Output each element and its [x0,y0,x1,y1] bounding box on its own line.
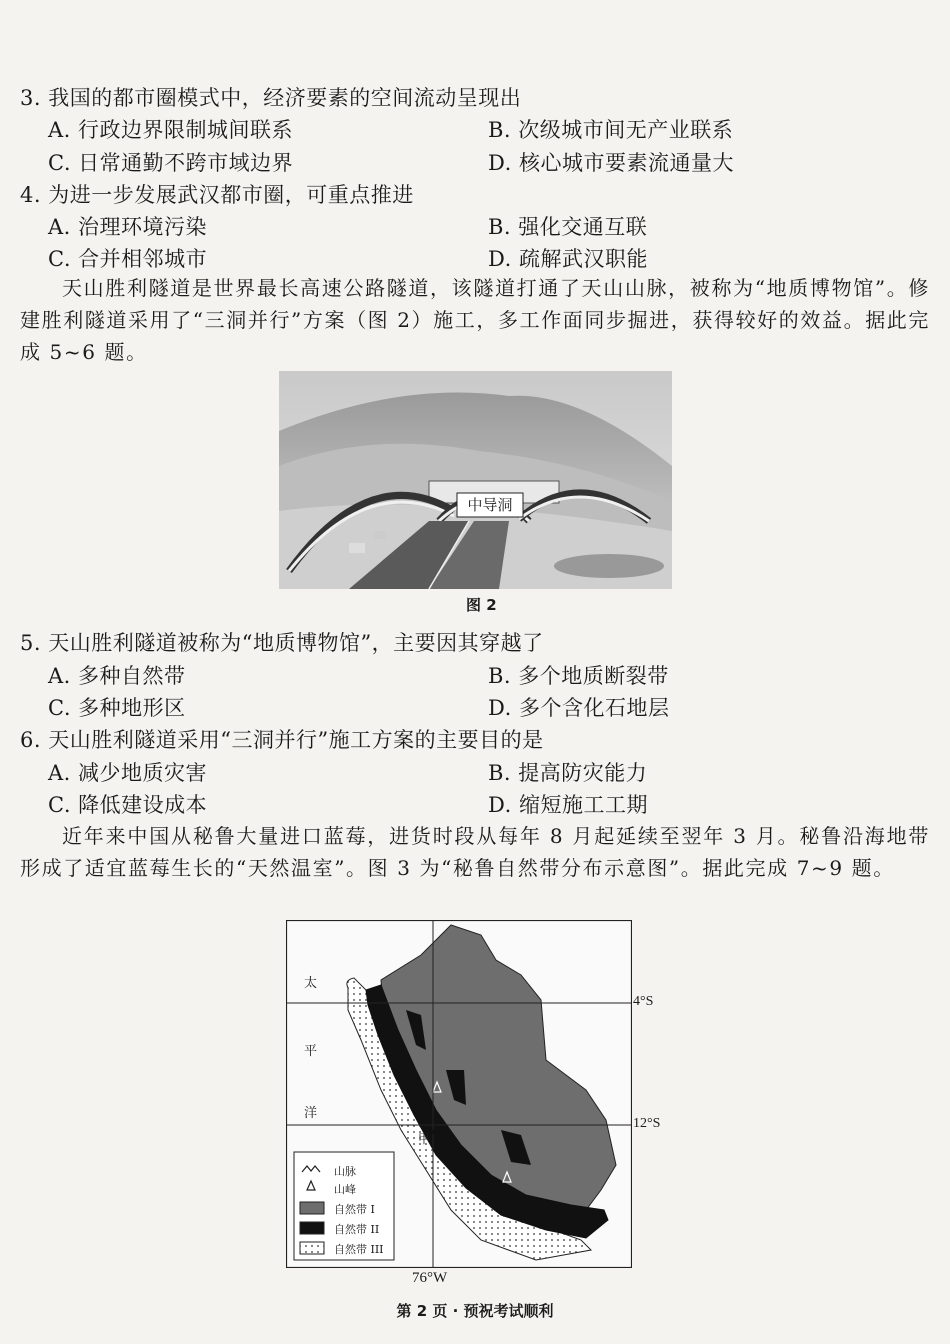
q5-option-b: B. 多个地质断裂带 [488,664,669,688]
legend-peak-label: 山峰 [334,1183,356,1196]
peru-natural-zones-map [286,920,661,1268]
middle-pilot-tunnel-label: 中导洞 [467,496,513,514]
q5-option-d: D. 多个含化石地层 [488,696,670,720]
page-footer: 第 2 页 · 预祝考试顺利 [396,1302,554,1320]
q3-option-b: B. 次级城市间无产业联系 [488,118,734,142]
legend-zone2-label: 自然带 II [334,1223,380,1236]
ocean-label-yang: 洋 [304,1106,318,1121]
passage-peru-blueberry: 近年来中国从秘鲁大量进口蓝莓，进货时段从每年 8 月起延续至翌年 3 月。秘鲁沿海地带形成了适宜蓝莓生长的“天然温室”。图 3 为“秘鲁自然带分布示意图”。据此完成 7~9 题。 [20,824,930,880]
q3-option-d: D. 核心城市要素流通量大 [488,151,734,175]
ocean-label-ping: 平 [304,1044,318,1059]
figure2-caption: 图 2 [466,596,497,614]
legend-mountain-label: 山脉 [334,1165,356,1178]
q4-option-c: C. 合并相邻城市 [48,247,208,271]
q6-stem: 6. 天山胜利隧道采用“三洞并行”施工方案的主要目的是 [20,728,544,752]
q6-option-b: B. 提高防灾能力 [488,761,648,785]
legend-zone1-label: 自然带 I [334,1203,375,1216]
q4-option-d: D. 疏解武汉职能 [488,247,648,271]
q4-option-b: B. 强化交通互联 [488,215,648,239]
q3-option-a: A. 行政边界限制城间联系 [48,118,294,142]
q5-stem: 5. 天山胜利隧道被称为“地质博物馆”，主要因其穿越了 [20,631,544,655]
q3-stem: 3. 我国的都市圈模式中，经济要素的空间流动呈现出 [20,86,522,110]
latitude-label-4s: 4°S [633,994,654,1009]
latitude-label-12s: 12°S [633,1116,661,1131]
tunnel-photo [279,371,672,589]
q6-option-c: C. 降低建设成本 [48,793,208,817]
passage-tianshan: 天山胜利隧道是世界最长高速公路隧道，该隧道打通了天山山脉，被称为“地质博物馆”。修建胜利隧道采用了“三洞并行”方案（图 2）施工，多工作面同步掘进，获得较好的效益。据此完成 5~6 题。 [20,276,930,364]
q5-option-c: C. 多种地形区 [48,696,186,720]
q3-option-c: C. 日常通勤不跨市域边界 [48,151,294,175]
ocean-label-tai: 太 [304,976,318,991]
legend-zone3-label: 自然带 III [334,1243,384,1256]
q4-option-a: A. 治理环境污染 [48,215,208,239]
point-jia-label: 甲 [418,1132,431,1146]
q6-option-a: A. 减少地质灾害 [48,761,208,785]
q6-option-d: D. 缩短施工工期 [488,793,648,817]
q4-stem: 4. 为进一步发展武汉都市圈，可重点推进 [20,183,414,207]
longitude-label-76w: 76°W [412,1270,448,1286]
q5-option-a: A. 多种自然带 [48,664,186,688]
